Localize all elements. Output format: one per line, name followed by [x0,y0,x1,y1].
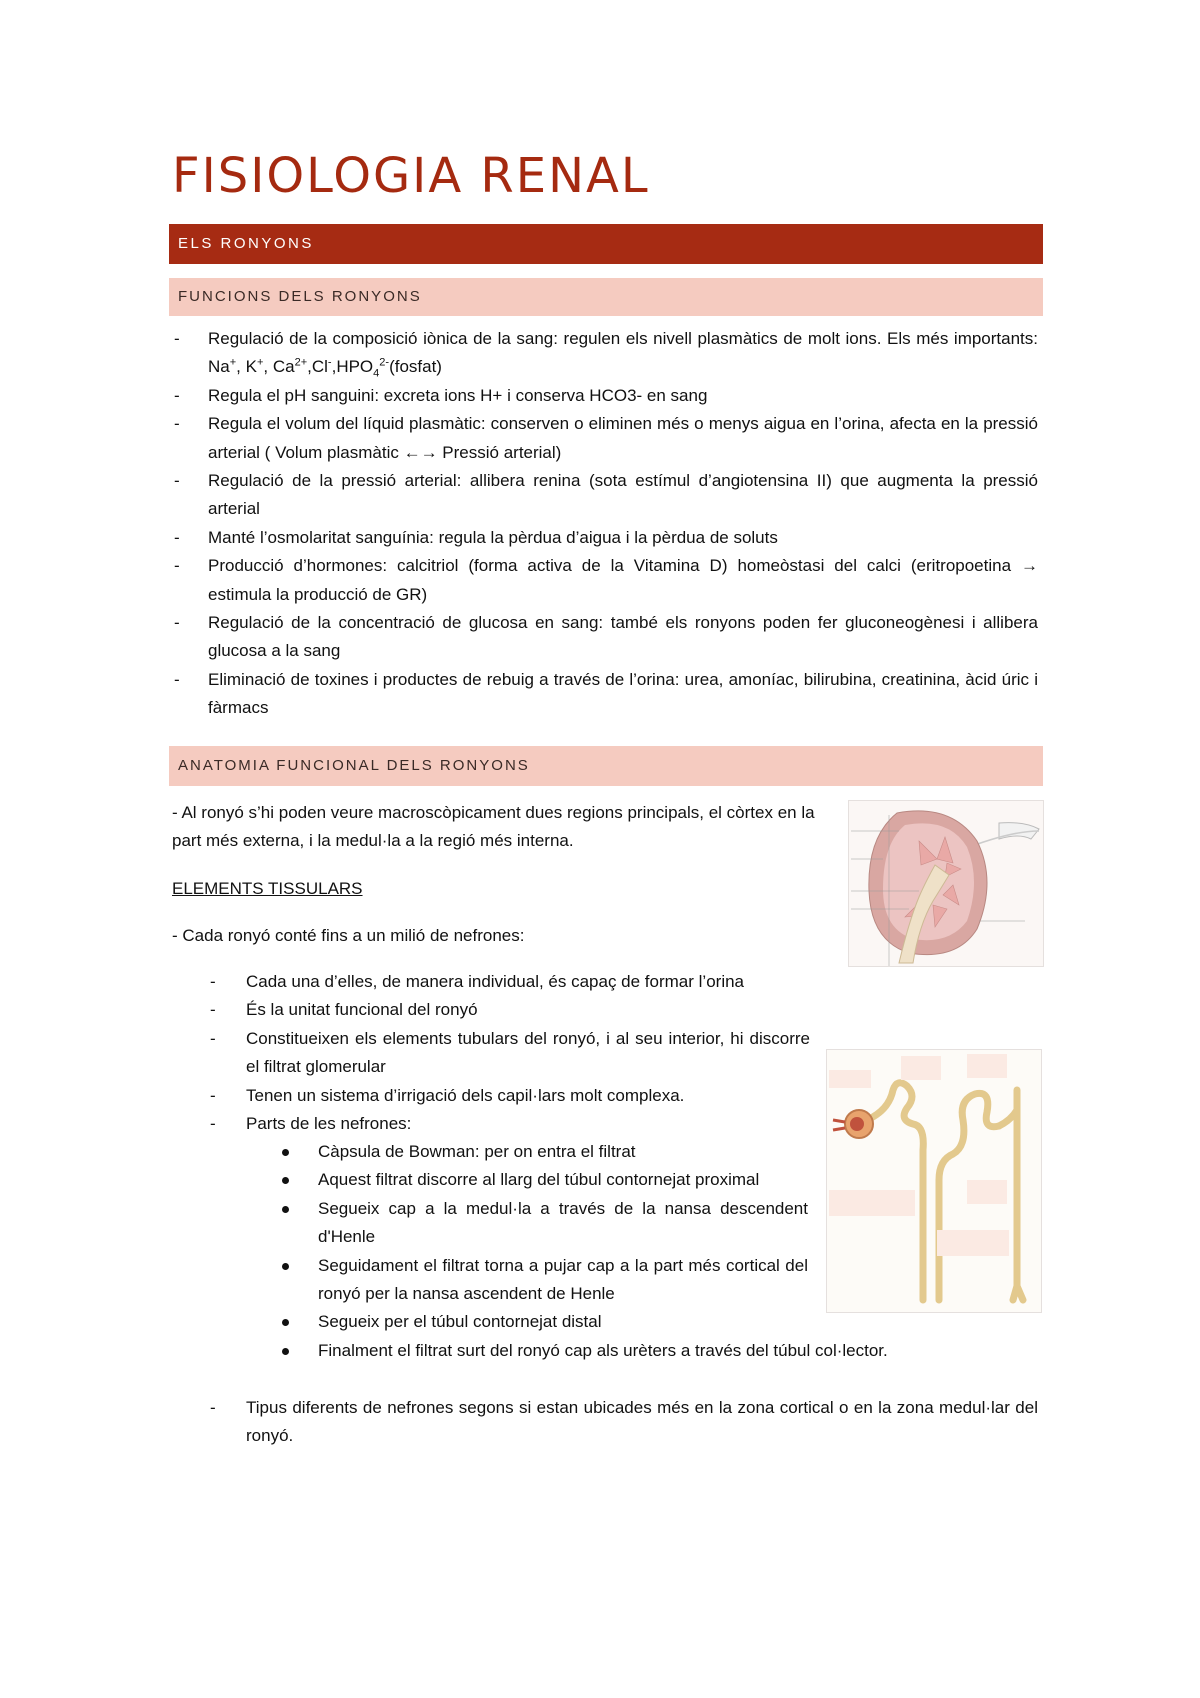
nephron-types-list [210,1394,1038,1451]
list-item: - Tenen un sistema d’irrigació dels capil·lars molt complexa. [210,1082,810,1110]
list-item: - Regulació de la composició iònica de la sang: regulen els nivell plasmàtics de molt ions. Els més importants: Na+, K+, $Ca^{2+},Cl^-,HPO_4^{2-}(fosfat)$ [172,325,1038,382]
nephron-points-list [210,968,810,1138]
kidney-illustration [848,800,1044,967]
list-item: Càpsula de Bowman: per on entra el filtrat [282,1138,808,1166]
section-heading-els-ronyons: ELS RONYONS [169,224,1043,264]
nephron-parts-list [282,1138,888,1365]
list-item: - Constitueixen els elements tubulars del ronyó, i al seu interior, hi discorre el filtrat glomerular [210,1025,810,1082]
kidney-cross-section-image [849,801,1043,966]
list-item: Aquest filtrat discorre al llarg del túbul contornejat proximal [282,1166,808,1194]
nephron-intro: - Cada ronyó conté fins a un milió de nefrones: [172,926,525,945]
list-item: Seguidament el filtrat torna a pujar cap a la part més cortical del ronyó per la nansa ascendent de Henle [282,1252,808,1309]
list-item: - Tipus diferents de nefrones segons si estan ubicades més en la zona cortical o en la zona medul·lar del ronyó. [210,1394,1038,1451]
list-item: - Parts de les nefrones: [210,1110,810,1138]
nephron-illustration [826,1049,1042,1313]
list-item: - Regulació de la pressió arterial: allibera renina (sota estímul d’angiotensina II) que augmenta la pressió arterial [172,467,1038,524]
anatomy-intro-paragraph: - Al ronyó s’hi poden veure macroscòpicament dues regions principals, el còrtex en la part més externa, i la medul·la a la regió més interna. [172,803,815,851]
list-item: - Cada una d’elles, de manera individual, és capaç de formar l’orina [210,968,810,996]
functions-list [172,325,1038,723]
list-item: - És la unitat funcional del ronyó [210,996,810,1024]
list-item: - Manté l’osmolaritat sanguínia: regula la pèrdua d’aigua i la pèrdua de soluts [172,524,1038,552]
nephron-diagram-image [827,1050,1041,1312]
list-item: - Regula el pH sanguini: excreta ions H+ i conserva HCO3- en sang [172,382,1038,410]
list-item: Segueix per el túbul contornejat distal [282,1308,808,1336]
list-item: - Producció d’hormones: calcitriol (forma activa de la Vitamina D) homeòstasi del calci (eritropoetina → estimula la producció de GR) [172,552,1038,609]
subsection-heading-anatomia: ANATOMIA FUNCIONAL DELS RONYONS [169,746,1043,786]
page-title: FISIOLOGIA RENAL [172,148,650,204]
list-item: - Eliminació de toxines i productes de rebuig a través de l’orina: urea, amoníac, bilirubina, creatinina, àcid úric i fàrmacs [172,666,1038,723]
subsection-heading-funcions: FUNCIONS DELS RONYONS [169,278,1043,316]
list-item: Segueix cap a la medul·la a través de la nansa descendent d'Henle [282,1195,808,1252]
list-item: Finalment el filtrat surt del ronyó cap als urèters a través del túbul col·lector. [282,1337,958,1365]
elements-tissulars-heading: ELEMENTS TISSULARS [172,879,363,898]
list-item: - Regula el volum del líquid plasmàtic: conserven o eliminen més o menys aigua en l’orina, afecta en la pressió arterial ( Volum plasmàtic ←→ Pressió arterial) [172,410,1038,467]
list-item: - Regulació de la concentració de glucosa en sang: també els ronyons poden fer gluconeogènesi i allibera glucosa a la sang [172,609,1038,666]
